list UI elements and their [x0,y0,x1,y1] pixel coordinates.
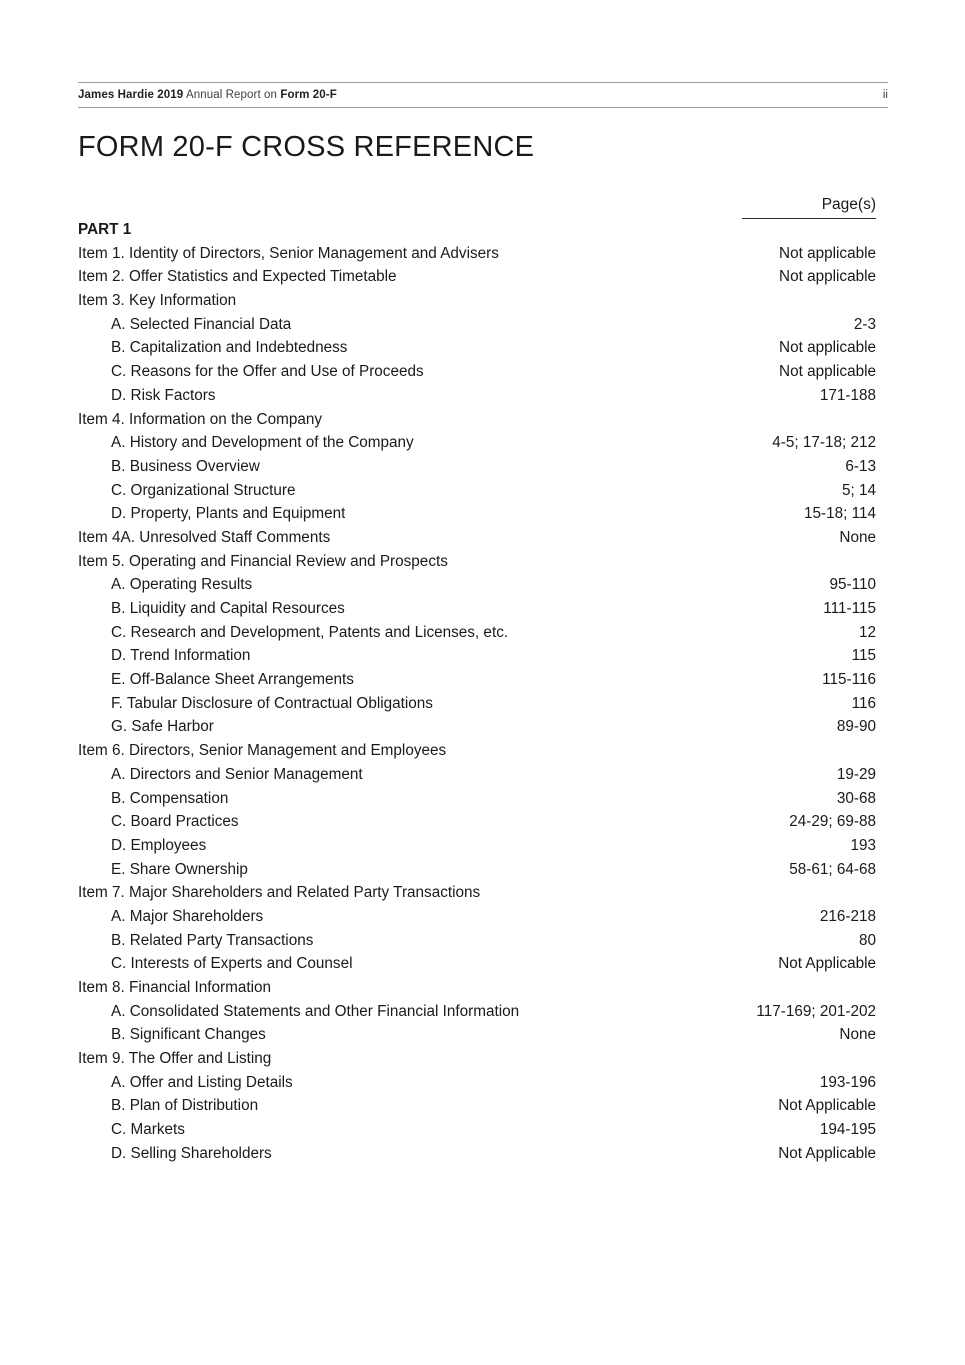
cross-reference-row [78,458,876,482]
cross-reference-row-pages: 193 [850,836,876,854]
cross-reference-row [78,268,876,292]
cross-reference-row [78,411,876,435]
cross-reference-row-label: Item 3. Key Information [78,292,237,310]
cross-reference-row-label: Item 4. Information on the Company [78,410,323,428]
cross-reference-row-label: D. Property, Plants and Equipment [111,505,346,523]
cross-reference-row [78,1145,876,1169]
cross-reference-row-pages: Not Applicable [778,1144,876,1162]
cross-reference-row-pages: 15-18; 114 [803,505,876,523]
cross-reference-row-label: C. Markets [111,1121,185,1139]
cross-reference-row [78,766,876,790]
pages-column-header: Page(s) [742,196,876,219]
cross-reference-row-label: B. Related Party Transactions [111,931,314,949]
cross-reference-row [78,624,876,648]
cross-reference-row-pages: 115 [851,647,876,665]
cross-reference-row-label: B. Compensation [111,789,229,807]
cross-reference-row-label: Item 1. Identity of Directors, Senior Management and Advisers [78,244,499,262]
cross-reference-row-label: D. Trend Information [111,647,251,665]
cross-reference-row-label: B. Significant Changes [111,1026,266,1044]
cross-reference-row-pages: 2-3 [853,315,876,333]
cross-reference-row-pages: 171-188 [819,386,876,404]
cross-reference-row-pages: 4-5; 17-18; 212 [772,434,876,452]
cross-reference-row-label: G. Safe Harbor [111,718,214,736]
cross-reference-row-label: D. Employees [111,836,207,854]
cross-reference-row-pages: 89-90 [836,718,876,736]
cross-reference-row-pages: 19-29 [836,765,876,783]
cross-reference-row [78,1097,876,1121]
cross-reference-row-pages: 216-218 [819,907,876,925]
header-report-title [78,89,337,101]
cross-reference-row-label: E. Share Ownership [111,860,248,878]
cross-reference-row [78,600,876,624]
cross-reference-row [78,434,876,458]
cross-reference-row [78,979,876,1003]
cross-reference-row [78,695,876,719]
cross-reference-row [78,884,876,908]
cross-reference-row [78,316,876,340]
cross-reference-row [78,742,876,766]
cross-reference-row-pages: None [839,528,876,546]
cross-reference-row [78,1121,876,1145]
cross-reference-row [78,671,876,695]
cross-reference-row-pages: 5; 14 [841,481,876,499]
cross-reference-row [78,576,876,600]
cross-reference-row-label: A. Consolidated Statements and Other Financial Information [111,1002,520,1020]
cross-reference-row-pages: 6-13 [845,457,876,475]
cross-reference-row-label: F. Tabular Disclosure of Contractual Obligations [111,694,433,712]
cross-reference-row-label: Item 5. Operating and Financial Review and Prospects [78,552,448,570]
cross-reference-row [78,861,876,885]
cross-reference-row-label: A. Selected Financial Data [111,315,292,333]
cross-reference-row-label: PART 1 [78,221,132,238]
cross-reference-row-pages: Not applicable [779,363,876,381]
cross-reference-row-label: B. Plan of Distribution [111,1097,259,1115]
cross-reference-row [78,339,876,363]
cross-reference-row [78,837,876,861]
cross-reference-row [78,1050,876,1074]
cross-reference-row [78,932,876,956]
cross-reference-row [78,292,876,316]
cross-reference-row [78,553,876,577]
cross-reference-row-label: E. Off-Balance Sheet Arrangements [111,671,354,689]
cross-reference-row-label: B. Business Overview [111,457,260,475]
cross-reference-row-label: Item 7. Major Shareholders and Related Party Transactions [78,884,481,902]
cross-reference-row-pages: 12 [858,623,876,641]
cross-reference-row [78,908,876,932]
cross-reference-row [78,387,876,411]
cross-reference-row-pages: Not applicable [779,339,876,357]
cross-reference-row-pages: 117-169; 201-202 [756,1002,876,1020]
cross-reference-row-label: C. Reasons for the Offer and Use of Proceeds [111,363,424,381]
cross-reference-row-label: Item 6. Directors, Senior Management and Employees [78,742,447,760]
cross-reference-row-label: A. Directors and Senior Management [111,765,363,783]
cross-reference-row-pages: Not applicable [779,244,876,262]
cross-reference-row [78,505,876,529]
cross-reference-row-pages: 194-195 [819,1121,876,1139]
cross-reference-row-pages: 80 [858,931,876,949]
cross-reference-row-label: B. Liquidity and Capital Resources [111,600,345,617]
cross-reference-row-pages: 111-115 [823,600,876,617]
cross-reference-row-pages: Not Applicable [778,1097,876,1115]
cross-reference-row-label: D. Selling Shareholders [111,1144,272,1162]
cross-reference-row-pages: Not applicable [779,268,876,286]
cross-reference-row [78,529,876,553]
cross-reference-row-pages: Not Applicable [778,955,876,973]
cross-reference-row-pages: None [839,1026,876,1044]
cross-reference-row-pages: 58-61; 64-68 [789,860,876,878]
cross-reference-row-label: B. Capitalization and Indebtedness [111,339,348,357]
cross-reference-row-pages: 193-196 [819,1073,876,1091]
cross-reference-table [78,221,876,1169]
cross-reference-row-label: A. Offer and Listing Details [111,1073,293,1091]
page-title: FORM 20-F CROSS REFERENCE [78,131,535,163]
cross-reference-row [78,647,876,671]
cross-reference-row [78,790,876,814]
cross-reference-row-label: Item 8. Financial Information [78,979,271,996]
cross-reference-row [78,482,876,506]
page-header [78,82,888,108]
cross-reference-row [78,1026,876,1050]
cross-reference-row [78,813,876,837]
cross-reference-row-label: D. Risk Factors [111,386,216,404]
cross-reference-row-label: C. Interests of Experts and Counsel [111,955,353,973]
cross-reference-row [78,955,876,979]
cross-reference-row-label: Item 4A. Unresolved Staff Comments [78,528,331,546]
header-annual-report-text: Annual Report on [183,89,281,101]
cross-reference-part-heading [78,221,876,245]
cross-reference-row-label: Item 9. The Offer and Listing [78,1050,272,1068]
cross-reference-row-label: C. Organizational Structure [111,481,296,499]
cross-reference-row [78,718,876,742]
cross-reference-row-pages: 115-116 [822,671,876,689]
cross-reference-row-pages: 95-110 [829,576,876,594]
cross-reference-row-label: Item 2. Offer Statistics and Expected Timetable [78,268,397,286]
cross-reference-row-pages: 30-68 [836,789,876,807]
header-page-number: ii [882,89,888,101]
cross-reference-row-label: A. Major Shareholders [111,907,264,925]
cross-reference-row [78,245,876,269]
cross-reference-row [78,363,876,387]
cross-reference-row [78,1003,876,1027]
cross-reference-row-label: A. Operating Results [111,576,253,594]
header-form-type: Form 20-F [280,89,337,101]
cross-reference-row-label: C. Board Practices [111,813,239,831]
cross-reference-row-pages: 24-29; 69-88 [789,813,876,831]
cross-reference-row-label: A. History and Development of the Company [111,434,414,452]
cross-reference-row-label: C. Research and Development, Patents and Licenses, etc. [111,623,509,641]
cross-reference-row-pages: 116 [851,694,876,712]
cross-reference-row [78,1074,876,1098]
header-company-year: James Hardie 2019 [78,89,184,101]
